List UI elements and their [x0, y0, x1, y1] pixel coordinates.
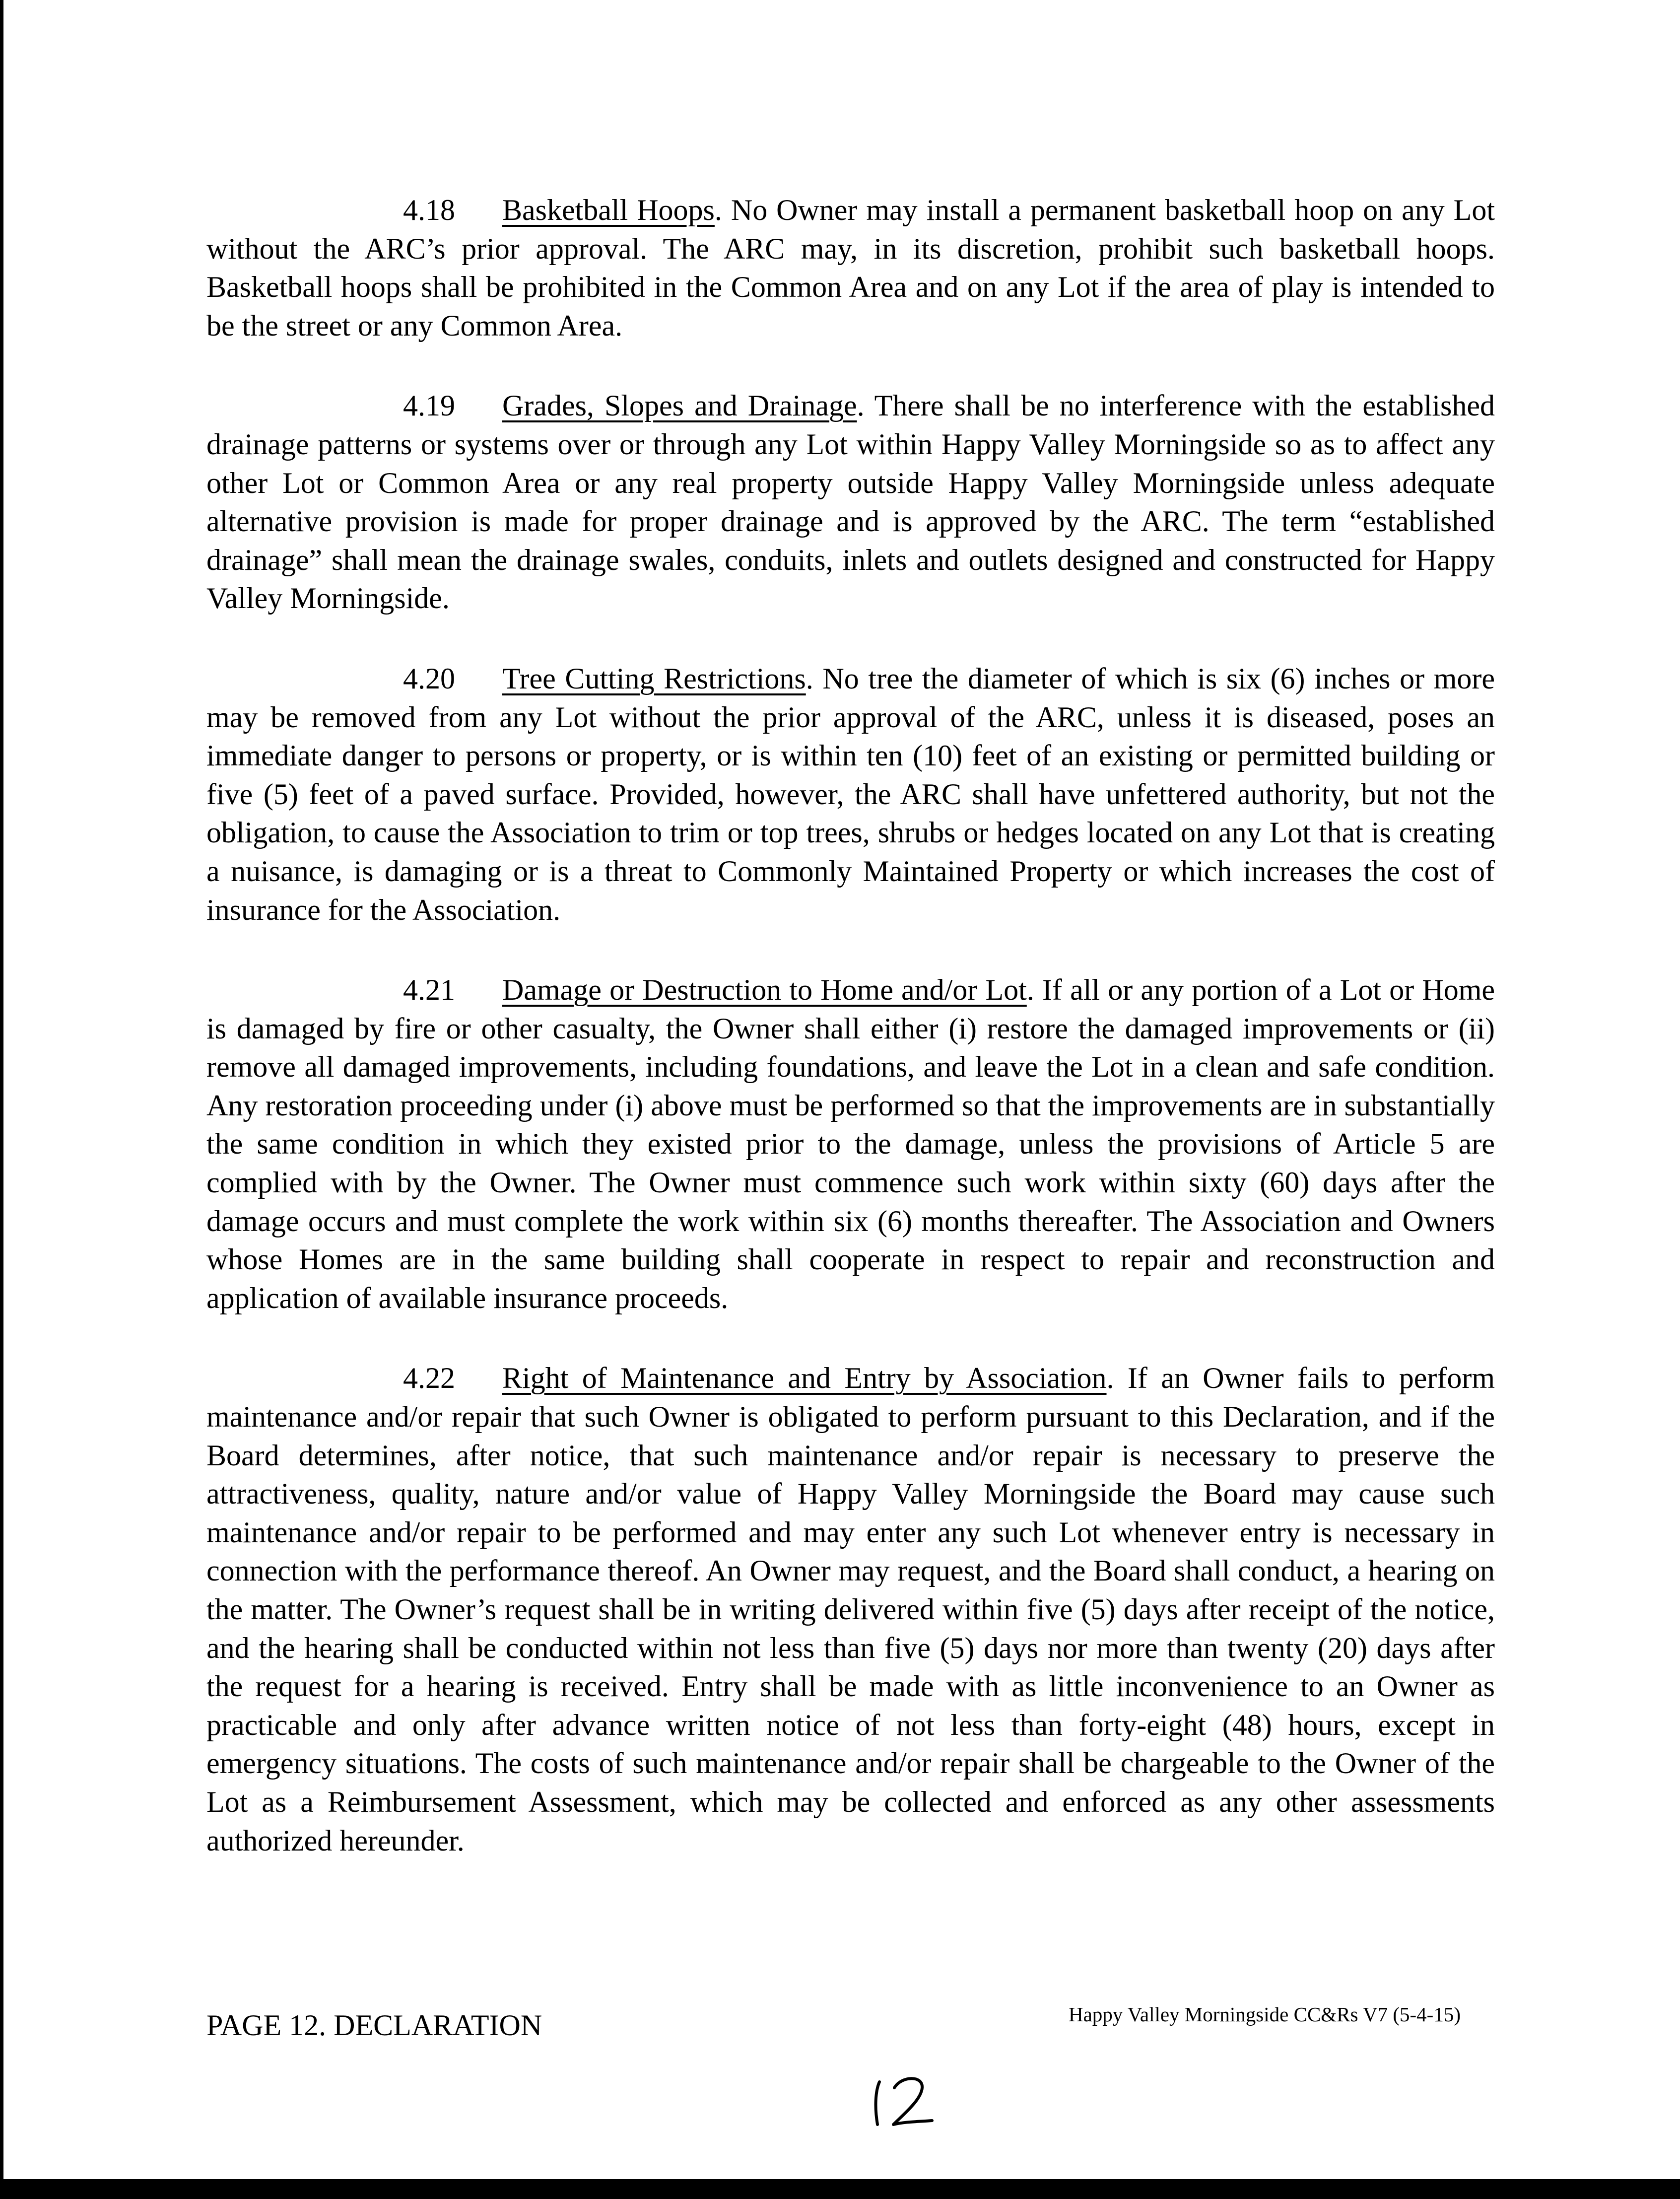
document-body	[206, 191, 1495, 1902]
section-heading: Basketball Hoops	[502, 194, 715, 226]
section-text: . No tree the diameter of which is six (6) inches or more may be removed from any Lot without the prior approval of the ARC, unless it is diseased, poses an immediate danger to persons or property, or is within ten (10) feet of an existing or permitted building or five (5) feet of a paved surface. Provided, however, the ARC shall have unfettered authority, but not the obligation, to cause the Association to trim or top trees, shrubs or hedges located on any Lot that is creating a nuisance, is damaging or is a threat to Commonly Maintained Property or which increases the cost of insurance for the Association.	[206, 662, 1495, 926]
section-text: . If all or any portion of a Lot or Home is damaged by fire or other casualty, the Owner shall either (i) restore the damaged improvements or (ii) remove all damaged improvements, including foundations, and leave the Lot in a clean and safe condition. Any restoration proceeding under (i) above must be performed so that the improvements are in substantially the same condition in which they existed prior to the damage, unless the provisions of Article 5 are complied with by the Owner. The Owner must commence such work within sixty (60) days after the damage occurs and must complete the work within six (6) months thereafter. The Association and Owners whose Homes are in the same building shall cooperate in respect to repair and reconstruction and application of available insurance proceeds.	[206, 973, 1495, 1314]
section-4-20	[206, 660, 1495, 929]
section-heading: Tree Cutting Restrictions	[502, 662, 806, 695]
section-text: . There shall be no interference with the established drainage patterns or systems over or through any Lot within Happy Valley Morningside so as to affect any other Lot or Common Area or any real property outside Happy Valley Morningside unless adequate alternative provision is made for proper drainage and is approved by the ARC. The term “established drainage” shall mean the drainage swales, conduits, inlets and outlets designed and constructed for Happy Valley Morningside.	[206, 389, 1495, 615]
section-4-19	[206, 387, 1495, 618]
section-text: . No Owner may install a permanent basketball hoop on any Lot without the ARC’s prior approval. The ARC may, in its discretion, prohibit such basketball hoops. Basketball hoops shall be prohibited in the Common Area and on any Lot if the area of play is intended to be the street or any Common Area.	[206, 194, 1495, 342]
section-number: 4.19	[403, 389, 455, 422]
section-heading: Right of Maintenance and Entry by Association	[502, 1362, 1107, 1395]
scan-bottom-edge	[0, 2179, 1680, 2199]
section-number: 4.20	[403, 662, 455, 695]
section-4-22	[206, 1359, 1495, 1860]
section-number: 4.18	[403, 194, 455, 226]
section-4-21	[206, 971, 1495, 1317]
document-id: Happy Valley Morningside CC&Rs V7 (5-4-15)	[1069, 2003, 1461, 2026]
section-number: 4.22	[403, 1362, 455, 1395]
section-text: . If an Owner fails to perform maintenance and/or repair that such Owner is obligated to perform pursuant to this Declaration, and if the Board determines, after notice, that such maintenance and/or repair is necessary to preserve the attractiveness, quality, nature and/or value of Happy Valley Morningside the Board may cause such maintenance and/or repair to be performed and may enter any such Lot whenever entry is necessary in connection with the performance thereof. An Owner may request, and the Board shall conduct, a hearing on the matter. The Owner’s request shall be in writing delivered within five (5) days after receipt of the notice, and the hearing shall be conducted within not less than five (5) days nor more than twenty (20) days after the request for a hearing is received. Entry shall be made with as little inconvenience to an Owner as practicable and only after advance written notice of not less than forty-eight (48) hours, except in emergency situations. The costs of such maintenance and/or repair shall be chargeable to the Owner of the Lot as a Reimbursement Assessment, which may be collected and enforced as any other assessments authorized hereunder.	[206, 1362, 1495, 1857]
page-label: PAGE 12. DECLARATION	[206, 2009, 542, 2042]
handwritten-page-number	[869, 2071, 938, 2130]
section-number: 4.21	[403, 973, 455, 1007]
scan-left-edge	[0, 0, 3, 2199]
section-heading: Grades, Slopes and Drainage	[502, 389, 857, 422]
section-heading: Damage or Destruction to Home and/or Lot	[502, 973, 1027, 1007]
section-4-18	[206, 191, 1495, 345]
